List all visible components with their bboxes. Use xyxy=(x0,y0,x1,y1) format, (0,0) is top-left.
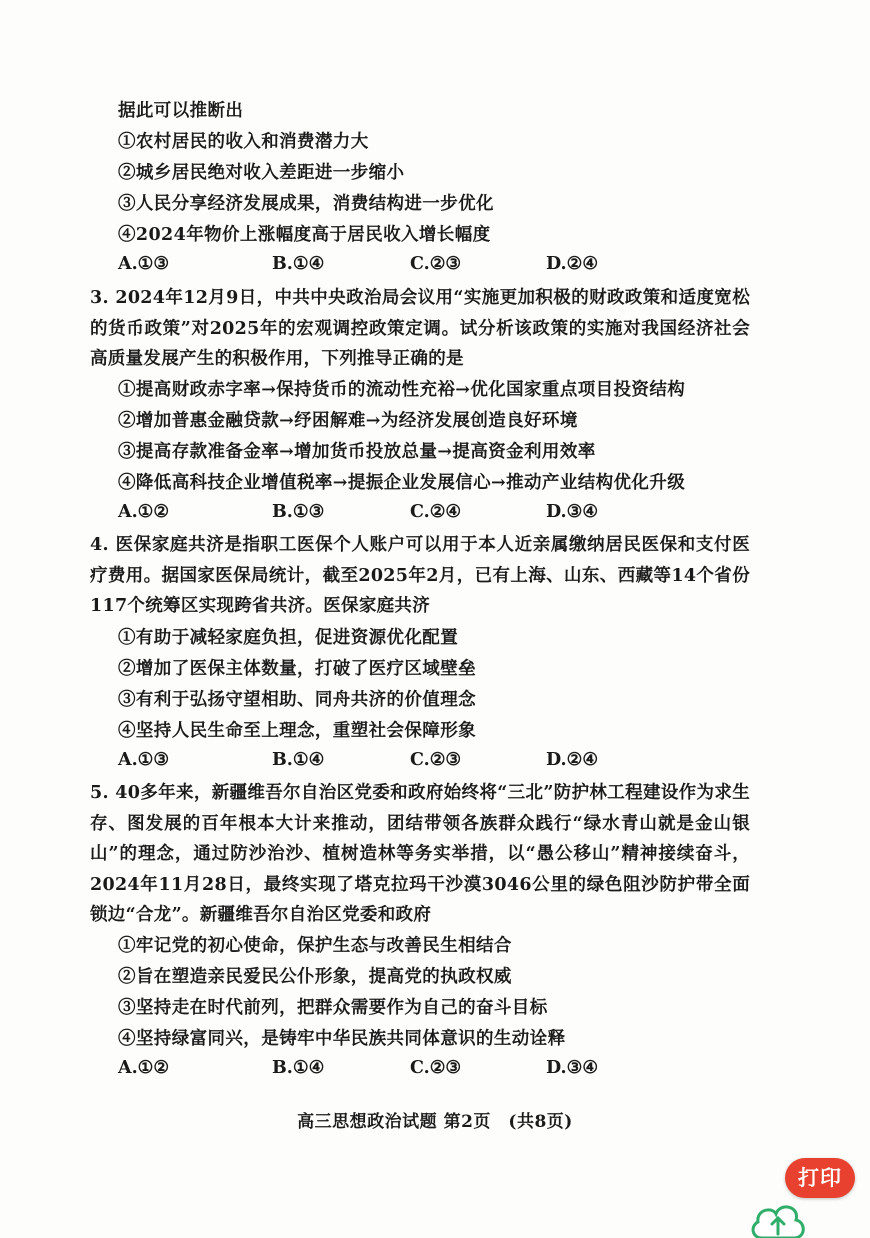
q4-item-1: ①有助于减轻家庭负担，促进资源优化配置 xyxy=(118,628,459,648)
q4-option-b: B.①④ xyxy=(272,750,325,770)
q3-option-a: A.①② xyxy=(118,502,170,522)
q2-option-a: A.①③ xyxy=(118,254,170,274)
cloud-icon[interactable] xyxy=(748,1198,808,1238)
q4-item-4: ④坚持人民生命至上理念，重塑社会保障形象 xyxy=(118,721,476,741)
q2-option-b: B.①④ xyxy=(272,254,325,274)
q3-option-b: B.①③ xyxy=(272,502,325,522)
page-footer: 高三思想政治试题 第2页 (共8页) xyxy=(297,1112,573,1132)
q3-item-2: ②增加普惠金融贷款→纾困解难→为经济发展创造良好环境 xyxy=(118,411,578,431)
q4-option-a: A.①③ xyxy=(118,750,170,770)
q5-option-b: B.①④ xyxy=(272,1058,325,1078)
q5-item-1: ①牢记党的初心使命，保护生态与改善民生相结合 xyxy=(118,936,512,956)
q4-item-2: ②增加了医保主体数量，打破了医疗区域壁垒 xyxy=(118,659,476,679)
q3-item-3: ③提高存款准备金率→增加货币投放总量→提高资金利用效率 xyxy=(118,442,596,462)
q4-item-3: ③有利于弘扬守望相助、同舟共济的价值理念 xyxy=(118,690,476,710)
q2-item-3: ③人民分享经济发展成果，消费结构进一步优化 xyxy=(118,194,494,214)
q5-stem: 5. 40多年来，新疆维吾尔自治区党委和政府始终将“三北”防护林工程建设作为求生存、图发展的百年根本大计来推动，团结带领各族群众践行“绿水青山就是金山银山”的理念，通过防沙治沙、植树造林等务实举措，以“愚公移山”精神接续奋斗，2024年11月28日，最终实现了塔克拉玛干沙漠3046公里的绿色阻沙防护带全面锁边“合龙”。新疆维吾尔自治区党委和政府 xyxy=(90,783,750,925)
q3-option-d: D.③④ xyxy=(546,502,599,522)
q2-tail: 据此可以推断出 xyxy=(118,101,244,121)
q4-option-d: D.②④ xyxy=(546,750,599,770)
q5-option-d: D.③④ xyxy=(546,1058,599,1078)
q5-item-3: ③坚持走在时代前列，把群众需要作为自己的奋斗目标 xyxy=(118,998,548,1018)
q4-stem: 4. 医保家庭共济是指职工医保个人账户可以用于本人近亲属缴纳居民医保和支付医疗费用。据国家医保局统计，截至2025年2月，已有上海、山东、西藏等14个省份117个统筹区实现跨省共济。医保家庭共济 xyxy=(90,535,750,616)
q4-option-c: C.②③ xyxy=(410,750,462,770)
q5-option-a: A.①② xyxy=(118,1058,170,1078)
q3-stem: 3. 2024年12月9日，中共中央政治局会议用“实施更加积极的财政政策和适度宽松的货币政策”对2025年的宏观调控政策定调。试分析该政策的实施对我国经济社会高质量发展产生的积极作用，下列推导正确的是 xyxy=(90,288,750,369)
q2-option-c: C.②③ xyxy=(410,254,462,274)
q3-item-4: ④降低高科技企业增值税率→提振企业发展信心→推动产业结构优化升级 xyxy=(118,473,686,493)
print-button[interactable]: 打印 xyxy=(785,1158,855,1198)
q2-item-2: ②城乡居民绝对收入差距进一步缩小 xyxy=(118,163,405,183)
q3-item-1: ①提高财政赤字率→保持货币的流动性充裕→优化国家重点项目投资结构 xyxy=(118,380,686,400)
q2-item-4: ④2024年物价上涨幅度高于居民收入增长幅度 xyxy=(118,225,491,245)
q5-item-4: ④坚持绿富同兴，是铸牢中华民族共同体意识的生动诠释 xyxy=(118,1029,566,1049)
q5-option-c: C.②③ xyxy=(410,1058,462,1078)
q2-option-d: D.②④ xyxy=(546,254,599,274)
q5-item-2: ②旨在塑造亲民爱民公仆形象，提高党的执政权威 xyxy=(118,967,512,987)
q3-option-c: C.②④ xyxy=(410,502,462,522)
q2-item-1: ①农村居民的收入和消费潜力大 xyxy=(118,132,369,152)
